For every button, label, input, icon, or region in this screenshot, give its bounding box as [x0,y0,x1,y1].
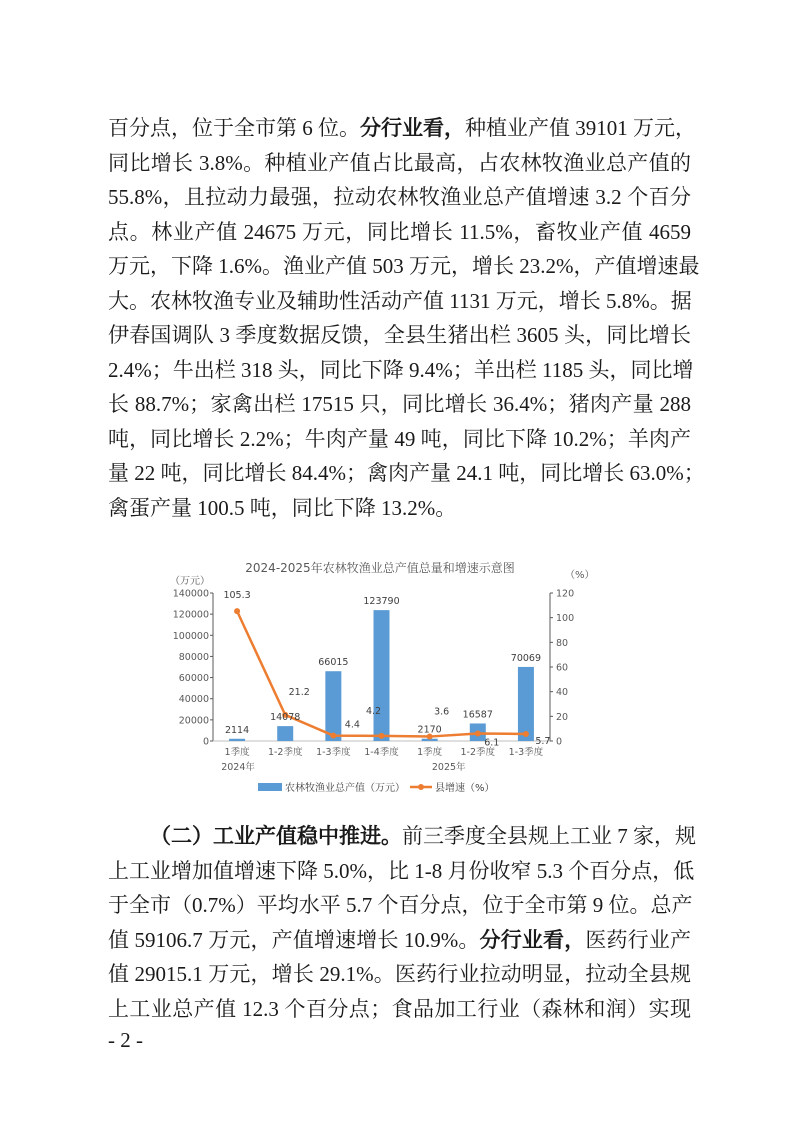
text-line [108,284,691,319]
text-segment: 长 88.7%；家禽出栏 17515 只，同比增长 36.4%；猪肉产量 288 [108,392,691,416]
text-segment: 医药行业产 [585,927,691,952]
category-label: 1-2季度 [267,747,303,758]
bold-lead-text: 分行业看， [479,927,586,952]
left-tick-label: 40000 [178,694,209,706]
text-line [108,854,695,889]
right-tick-label: 80 [556,637,569,649]
text-segment: 上工业总产值 12.3 个百分点；食品加工行业（森林和润）实现 [108,996,691,1021]
bar-value-label: 16587 [462,709,493,721]
right-tick-label: 100 [556,613,575,625]
text-segment: 大。农林牧渔专业及辅助性活动产值 1131 万元，增长 5.8%。据 [108,288,692,313]
paragraph-industry [108,819,696,1026]
text-line [108,888,691,923]
text-segment: 上工业增加值增速下降 5.0%，比 1-8 月份收窄 5.3 个百分点，低 [108,858,695,883]
chart-legend [258,781,495,794]
category-label: 1-4季度 [364,747,399,758]
category-label: 1-3季度 [508,747,544,758]
bar-value-label: 70069 [510,652,542,664]
left-tick-label: 140000 [172,588,209,600]
text-segment: 吨，同比增长 2.2%；牛肉产量 49 吨，同比下降 10.2%；羊肉产 [108,426,691,451]
text-line [108,353,694,388]
bold-lead-text: 分行业看， [360,116,465,140]
line-point [234,608,240,614]
text-segment: 种植业产值 39101 万元， [465,116,696,140]
text-line [108,387,691,422]
text-segment: 于全市（0.7%）平均水平 5.7 个百分点，位于全市第 9 位。总产 [108,893,693,917]
text-line [108,318,691,353]
bar-value-label: 14078 [270,712,301,724]
right-tick-label: 120 [556,588,575,600]
text-line [108,422,691,457]
category-label: 1-3季度 [316,747,351,758]
legend-label-bar: 农林牧渔业总产值（万元） [285,783,405,794]
text-segment: 量 22 吨，同比增长 84.4%；禽肉产量 24.1 吨，同比增长 63.0%； [108,461,705,485]
text-segment: 万元，下降 1.6%。渔业产值 503 万元，增长 23.2%，产值增速最 [108,254,700,278]
line-value-label: 4.2 [365,705,382,717]
line-value-label: 6.1 [484,737,500,749]
text-segment: 百分点，位于全市第 6 位。 [108,116,360,140]
right-tick-label: 0 [556,736,563,748]
text-segment: 值 59106.7 万元，产值增速增长 10.9%。 [108,927,480,952]
line-value-label: 105.3 [223,590,251,602]
text-segment: 禽蛋产量 100.5 吨，同比下降 13.2%。 [108,495,457,520]
bar [325,671,341,741]
right-tick-label: 20 [556,711,569,723]
line-value-label: 4.4 [344,719,360,731]
bold-lead-text: （二）工业产值稳中推进。 [150,824,402,848]
bar [374,610,390,741]
line-value-label: 5.7 [535,735,551,747]
bar-value-label: 2114 [224,724,250,736]
text-segment: 同比增长 3.8%。种植业产值占比最高，占农林牧渔业总产值的 [108,150,691,175]
bar-value-label: 66015 [318,657,349,669]
bar [518,667,534,741]
text-line [108,215,691,250]
bar-value-label: 2170 [417,724,442,736]
paragraph-agriculture [108,111,705,525]
bar [277,726,293,741]
legend-label-line: 县增速（%） [435,783,495,794]
agriculture-output-chart [170,555,595,805]
text-line [108,249,700,284]
text-line [108,923,691,958]
text-segment: 伊春国调队 3 季度数据反馈，全县生猪出栏 3605 头，同比增长 [108,323,691,347]
line-value-label: 3.6 [434,706,450,718]
line-point [523,731,529,737]
left-tick-label: 0 [202,736,209,748]
category-label: 1季度 [224,747,250,758]
category-label: 1-2季度 [460,747,496,758]
text-line [108,146,691,181]
text-line [108,111,696,146]
right-axis-unit: （%） [565,570,595,581]
category-label: 1季度 [417,747,443,758]
text-line [108,456,705,491]
year-group-label: 2024年 [221,762,255,773]
line-point [475,730,481,736]
text-line [108,957,691,992]
text-line [108,819,696,854]
right-tick-label: 40 [556,687,569,699]
left-tick-label: 120000 [172,609,209,621]
text-line [108,491,691,526]
text-segment: 2.4%；牛出栏 318 头，同比下降 9.4%；羊出栏 1185 头，同比增 [108,357,694,382]
right-tick-label: 60 [556,662,569,674]
year-group-label: 2025年 [431,762,466,773]
line-point [330,733,336,739]
text-segment: 点。林业产值 24675 万元，同比增长 11.5%，畜牧业产值 4659 [108,219,691,244]
text-segment: 前三季度全县规上工业 7 家，规 [402,824,696,848]
left-tick-label: 60000 [178,673,209,685]
legend-swatch-bar [258,783,282,791]
text-line [108,180,691,215]
line-value-label: 21.2 [288,686,310,698]
bar [229,739,245,741]
left-tick-label: 100000 [172,630,209,642]
text-line [108,992,691,1027]
chart-title: 2024-2025年农林牧渔业总产值总量和增速示意图 [245,561,515,575]
left-tick-label: 80000 [178,651,209,663]
text-segment: 值 29015.1 万元，增长 29.1%。医药行业拉动明显，拉动全县规 [108,962,691,986]
text-segment: 55.8%，且拉动力最强，拉动农林牧渔业总产值增速 3.2 个百分 [108,185,691,209]
page-number: - 2 - [108,1028,143,1052]
left-tick-label: 20000 [178,715,209,727]
bar-value-label: 123790 [363,596,400,608]
legend-swatch-marker [418,784,424,790]
line-point [379,733,385,739]
left-axis-unit: （万元） [170,576,210,587]
